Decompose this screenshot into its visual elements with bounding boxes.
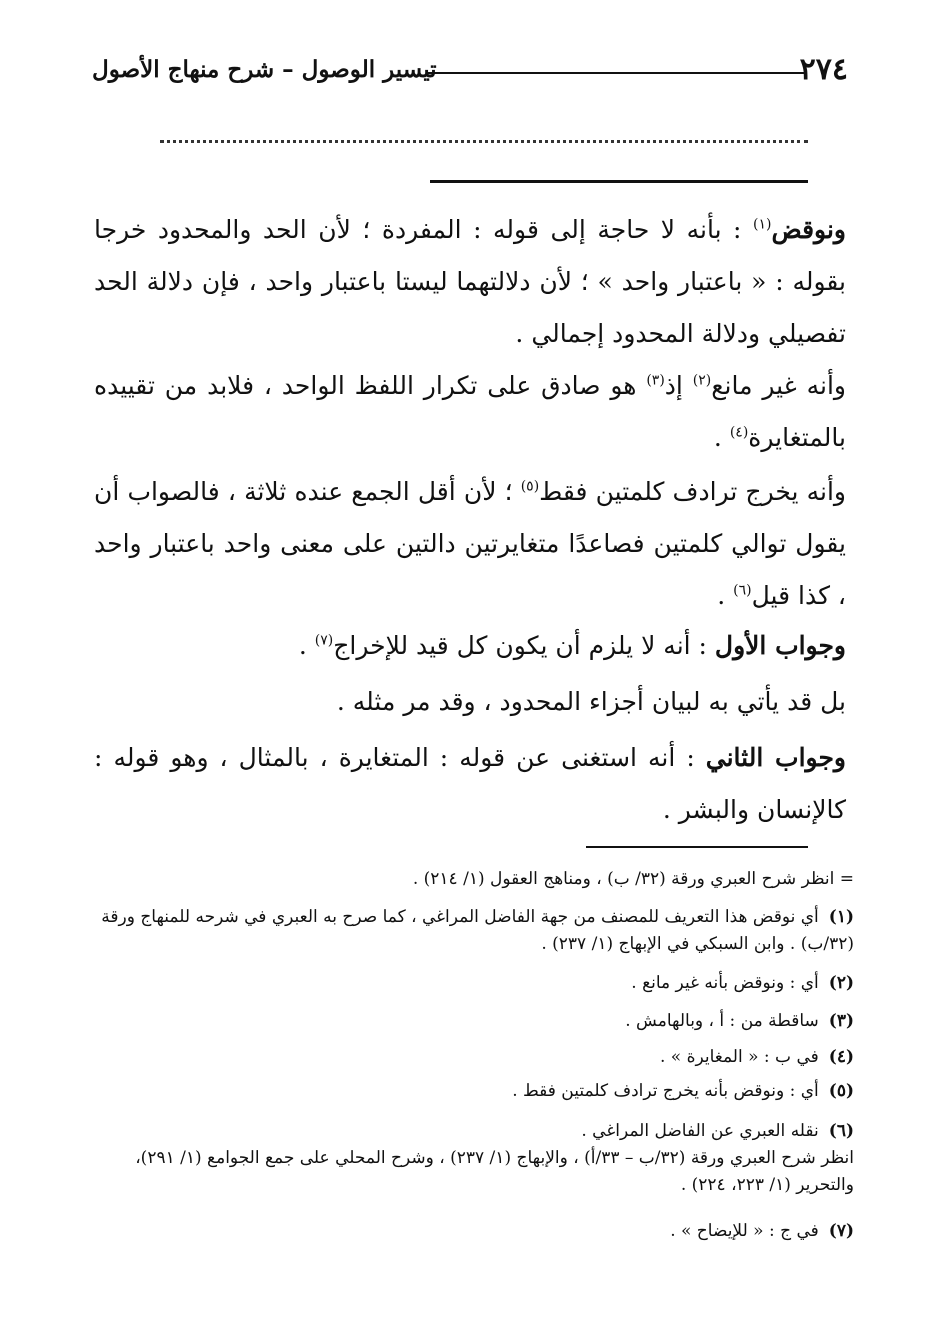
paragraph-text: : بأنه لا حاجة إلى قوله : المفردة ؛ لأن الحد والمحدود خرجا بقوله : « باعتبار واحد » ؛ لأن دلالتهما ليستا باعتبار واحد ، فإن دلالة الحد تفصيلي ودلالة المحدود إجمالي . bbox=[94, 215, 846, 348]
paragraph-answer-2 bbox=[94, 732, 846, 836]
paragraph-text: . bbox=[298, 631, 315, 660]
footnote-text: أي نوقض هذا التعريف للمصنف من جهة الفاضل المراغي ، كما صرح به العبري في شرحه للمنهاج ورقة (٣٢/ب) . وابن السبكي في الإبهاج (١/ ٢٣٧) . bbox=[101, 907, 854, 954]
footnote-marker-1: (١) bbox=[753, 216, 772, 233]
paragraph-text: بل قد يأتي به لبيان أجزاء المحدود ، وقد مر مثله . bbox=[336, 687, 846, 716]
footnote-7 bbox=[94, 1218, 854, 1245]
paragraph-text: وأنه يخرج ترادف كلمتين فقط bbox=[539, 477, 846, 506]
paragraph-text: إذ bbox=[664, 371, 693, 400]
term-nuqid: ونوقض bbox=[771, 215, 846, 244]
footnote-text: انظر شرح العبري ورقة (٣٢/ب – ٣٣/أ) ، والإبهاج (١/ ٢٣٧) ، وشرح المحلي على جمع الجوامع (١/ ٢٩١)، والتحرير (١/ ٢٢٣، ٢٢٤) . bbox=[135, 1148, 854, 1195]
paragraph-answer-1 bbox=[94, 620, 846, 672]
footnote-number: (٣) bbox=[828, 1011, 854, 1031]
footnote-marker-3: (٣) bbox=[646, 372, 665, 389]
footnote-separator bbox=[586, 846, 808, 848]
footnote-number: (٤) bbox=[828, 1047, 854, 1067]
footnote-3 bbox=[94, 1008, 854, 1035]
footnote-6 bbox=[94, 1118, 854, 1199]
footnote-number: (٦) bbox=[828, 1121, 854, 1141]
footnote-marker-5: (٥) bbox=[520, 478, 540, 495]
footnote-number: (٢) bbox=[828, 973, 854, 993]
footnote-marker-7: (٧) bbox=[314, 632, 334, 649]
term-answer-first: وجواب الأول bbox=[714, 631, 846, 660]
paragraph-text: . bbox=[717, 581, 734, 610]
footnote-marker-4: (٤) bbox=[729, 424, 749, 441]
header-rule bbox=[428, 72, 804, 74]
footnote-text: أي : ونوقض بأنه غير مانع . bbox=[631, 973, 819, 993]
paragraph-text: وأنه غير مانع bbox=[711, 371, 846, 400]
footnote-number: (٥) bbox=[828, 1081, 854, 1101]
paragraph-objection-2 bbox=[94, 360, 846, 464]
paragraph-objection-1 bbox=[94, 204, 846, 360]
paragraph-text: . bbox=[713, 423, 730, 452]
footnote-text: أي : ونوقض بأنه يخرج ترادف كلمتين فقط . bbox=[512, 1081, 819, 1101]
paragraph-continuation bbox=[94, 676, 846, 728]
footnote-marker-2: (٢) bbox=[692, 372, 712, 389]
paragraph-text: : أنه لا يلزم أن يكون كل قيد للإخراج bbox=[333, 631, 715, 660]
footnote-4 bbox=[94, 1044, 854, 1071]
section-rule bbox=[430, 180, 808, 183]
footnote-text: نقله العبري عن الفاضل المراغي . bbox=[581, 1121, 819, 1141]
term-answer-second: وجواب الثاني bbox=[705, 743, 846, 772]
footnote-marker-6: (٦) bbox=[733, 582, 752, 599]
footnote-number: (٧) bbox=[828, 1221, 854, 1241]
footnote-1 bbox=[94, 904, 854, 958]
footnote-5 bbox=[94, 1078, 854, 1105]
footnote-text: = انظر شرح العبري ورقة (٣٢/ ب) ، ومناهج العقول (١/ ٢١٤) . bbox=[412, 869, 854, 889]
footnote-2 bbox=[94, 970, 854, 997]
footnote-text: ساقطة من : أ ، وبالهامش . bbox=[625, 1011, 819, 1031]
dotted-separator bbox=[160, 140, 808, 143]
paragraph-text: ؛ لأن أقل الجمع عنده ثلاثة ، فالصواب أن يقول توالي كلمتين فصاعدًا متغايرتين دالتين على معنى واحد باعتبار واحد ، كذا قيل bbox=[94, 477, 846, 610]
paragraph-objection-3 bbox=[94, 466, 846, 622]
page-number: ٢٧٤ bbox=[799, 52, 848, 87]
paragraph-text: : أنه استغنى عن قوله : المتغايرة ، بالمثال ، وهو قوله : كالإنسان والبشر . bbox=[94, 743, 846, 824]
footnote-text: في ج : « للإيضاح » . bbox=[670, 1221, 819, 1241]
running-title: تيسير الوصول – شرح منهاج الأصول bbox=[92, 56, 437, 83]
footnote-number: (١) bbox=[828, 907, 854, 927]
paragraph-text: هو صادق على تكرار اللفظ الواحد ، فلابد من تقييده بالمتغايرة bbox=[94, 371, 846, 452]
footnote-continued bbox=[94, 866, 854, 893]
footnote-text: في ب : « المغايرة » . bbox=[659, 1047, 819, 1067]
